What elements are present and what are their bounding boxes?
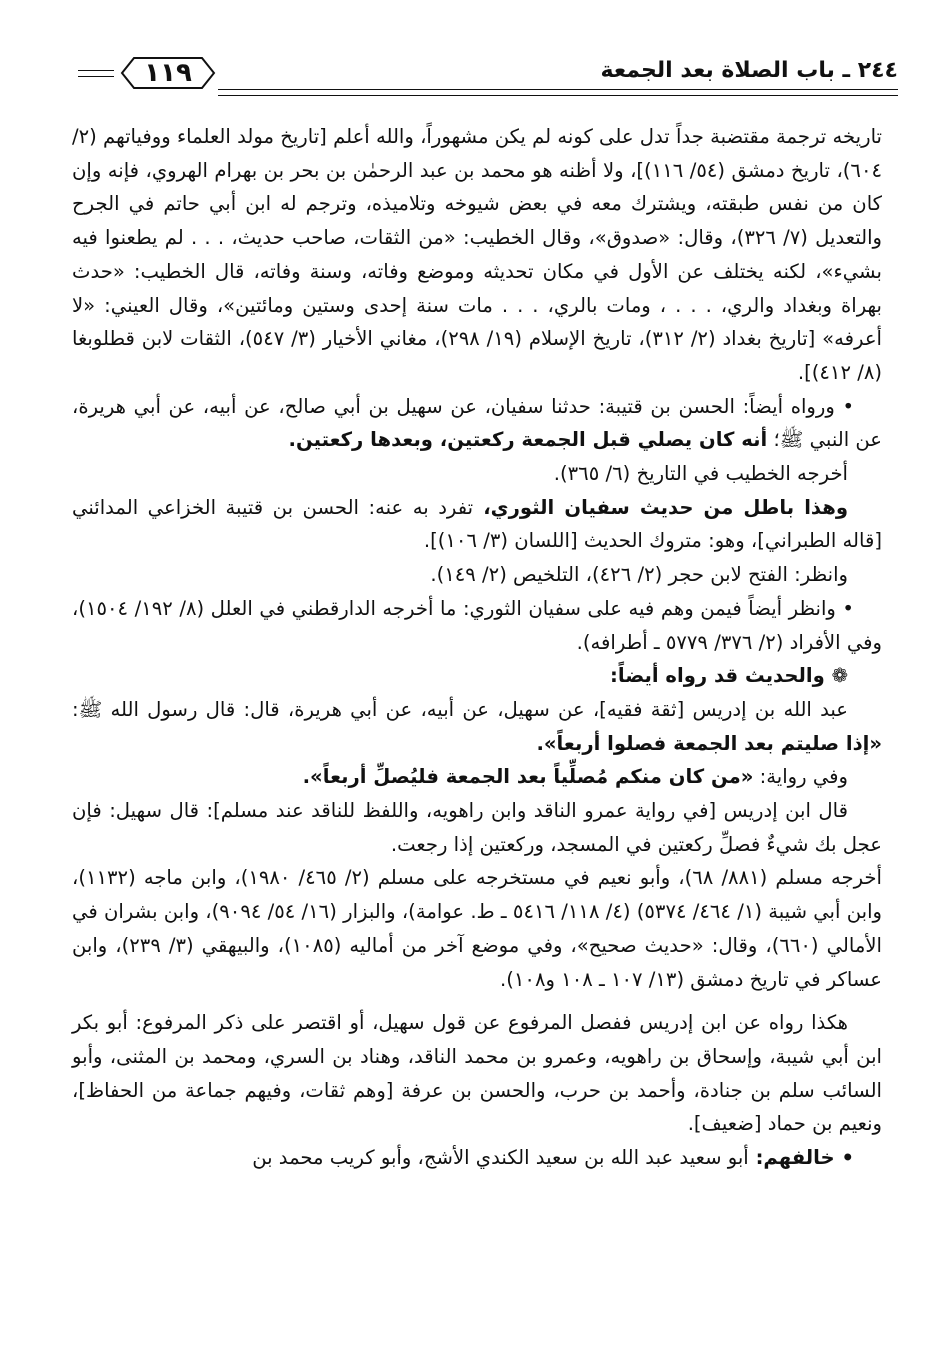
hadith-text: أنه كان يصلي قبل الجمعة ركعتين، وبعدها ركعتين.	[288, 428, 768, 452]
header-rule	[78, 76, 114, 77]
page-number: ١١٩	[144, 58, 192, 88]
paragraph	[72, 693, 882, 760]
text-run: وفي رواية:	[753, 765, 848, 789]
paragraph: أخرجه الخطيب في التاريخ (٦/ ٣٦٥).	[553, 462, 848, 486]
text-run: • ورواه أيضاً: الحسن بن قتيبة: حدثنا سفيان، عن سهيل بن أبي صالح، عن أبيه، عن أبي هريرة، عن النبي ﷺ؛	[72, 394, 882, 452]
paragraph: تاريخه ترجمة مقتضبة جداً تدل على كونه لم يكن مشهوراً، والله أعلم [تاريخ مولد العلماء ووفياتهم (٢/ ٦٠٤)، تاريخ دمشق (٥٤/ ١١٦)]، ولا أظنه هو محمد بن عبد الرحمٰن بن بحر بن بهرام الهروي، فإنه وإن كان من نفس طبقته، ويشترك معه في بعض شيوخه وتلاميذه، وترجم له ابن أبي حاتم في الجرح والتعديل (٧/ ٣٢٦)، وقال: «صدوق»، وقال الخطيب: «من الثقات، صاحب حديث، . . . لم يطعنوا فيه بشيء»، لكنه يختلف عن الأول في مكان تحديثه وموضع وفاته، وسنة وفاته، قال الخطيب: «حدث بهراة وبغداد والري، . . . ، ومات بالري، . . . مات سنة إحدى وستين ومائتين»، وقال العيني: «لا أعرفه» [تاريخ بغداد (٢/ ٣١٢)، تاريخ الإسلام (١٩/ ٢٩٨)، مغاني الأخيار (٣/ ٥٤٧)، الثقات لابن قطلوبغا (٨/ ٤١٢)].	[72, 125, 882, 384]
paragraph: هكذا رواه عن ابن إدريس ففصل المرفوع عن قول سهيل، أو اقتصر على ذكر المرفوع: أبو بكر ابن أبي شيبة، وإسحاق بن راهويه، وعمرو بن محمد الناقد، وهناد بن السري، ومحمد بن المثنى، وأبو السائب سلم بن جنادة، وأحمد بن حرب، والحسن بن عرفة [وهم ثقات، وفيهم جماعة من الحفاظ]، ونعيم بن حماد [ضعيف].	[72, 1011, 882, 1136]
paragraph	[72, 491, 882, 558]
page-header	[78, 52, 898, 104]
paragraph	[72, 760, 882, 794]
hadith-text: «إذا صليتم بعد الجمعة فصلوا أربعاً».	[536, 731, 882, 755]
paragraph	[72, 390, 882, 457]
bold-run: • خالفهم:	[748, 1146, 854, 1170]
paragraph: وانظر: الفتح لابن حجر (٢/ ٤٢٦)، التلخيص (٢/ ١٤٩).	[430, 563, 848, 587]
paragraph	[72, 659, 882, 693]
header-rule	[218, 89, 898, 90]
running-head: ٢٤٤ ـ باب الصلاة بعد الجمعة	[600, 58, 898, 83]
text-run: عبد الله بن إدريس [ثقة فقيه]، عن سهيل، عن أبيه، عن أبي هريرة، قال: قال رسول الله ﷺ:	[72, 697, 848, 721]
main-text	[72, 120, 882, 1175]
paragraph: قال ابن إدريس [في رواية عمرو الناقد وابن راهويه، واللفظ للناقد عند مسلم]: قال سهيل: فإن عجل بك شيءٌ فصلِّ ركعتين في المسجد، وركعتين إذا رجعت.	[72, 799, 882, 856]
bold-run: وهذا باطل من حديث سفيان الثوري،	[473, 495, 848, 519]
header-rule	[78, 70, 114, 71]
paragraph	[72, 1141, 882, 1175]
section-lead: ❁ والحديث قد رواه أيضاً:	[610, 664, 848, 688]
paragraph: أخرجه مسلم (٨٨١/ ٦٨)، وأبو نعيم في مستخرجه على مسلم (٢/ ٤٦٥/ ١٩٨٠)، وابن ماجه (١١٣٢)، وابن أبي شيبة (١/ ٤٦٤/ ٥٣٧٤) (٤/ ١١٨/ ٥٤١٦ ـ ط. عوامة)، والبزار (١٦/ ٥٤/ ٩٠٩٤)، وابن بشران في الأمالي (٦٦٠)، وقال: «حديث صحيح»، وفي موضع آخر من أماليه (١٠٨٥)، والبيهقي (٣/ ٢٣٩)، وابن عساكر في تاريخ دمشق (١٣/ ١٠٧ ـ ١٠٨ و١٠٨).	[72, 866, 882, 991]
text-run: تفرد به عنه: الحسن بن قتيبة الخزاعي المدائني [قاله الطبراني]، وهو: متروك الحديث [اللسان (٣/ ١٠٦)].	[72, 495, 882, 553]
hadith-text: «من كان منكم مُصلِّياً بعد الجمعة فليُصلِّ أربعاً».	[302, 765, 754, 789]
header-rule	[218, 95, 898, 96]
paragraph: • وانظر أيضاً فيمن وهم فيه على سفيان الثوري: ما أخرجه الدارقطني في العلل (٨/ ١٩٢/ ١٥٠٤)، وفي الأفراد (٢/ ٣٧٦/ ٥٧٧٩ ـ أطرافه).	[72, 596, 882, 654]
page-number-frame	[120, 54, 216, 92]
text-run: أبو سعيد عبد الله بن سعيد الكندي الأشج، وأبو كريب محمد بن	[252, 1146, 749, 1170]
